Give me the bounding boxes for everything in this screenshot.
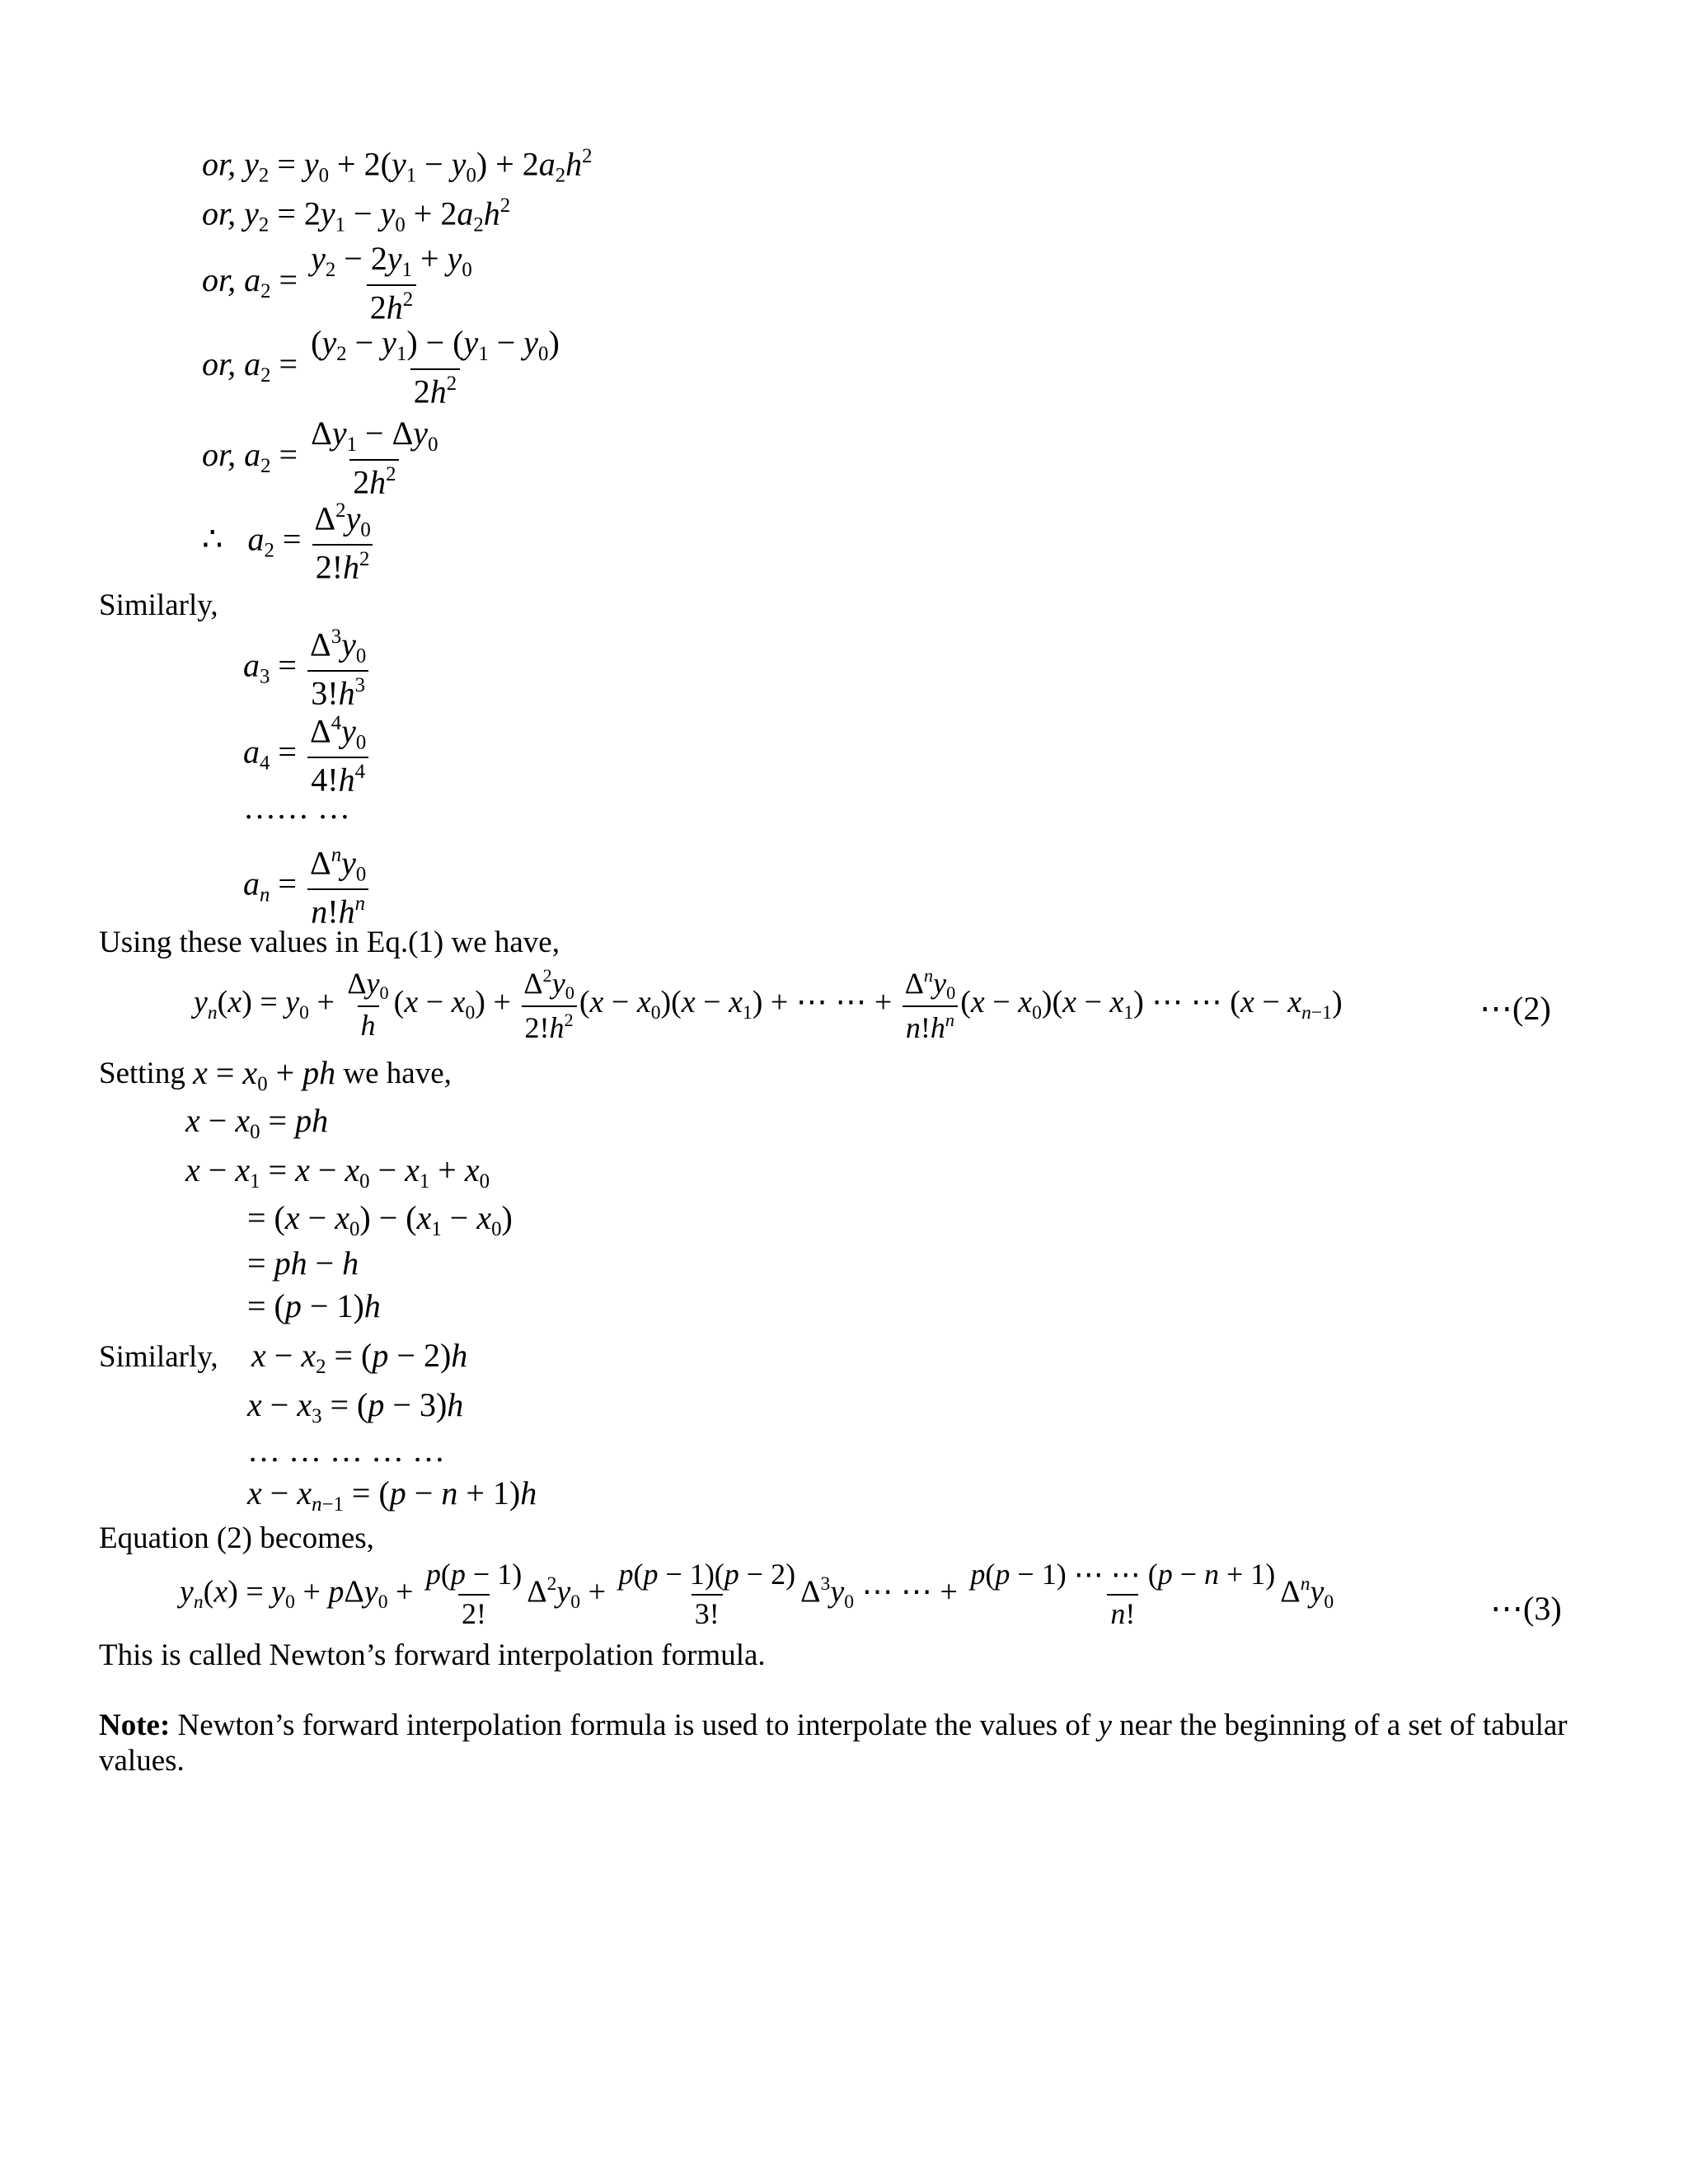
equation-line: or, $y_2 = 2y_1 - y_0 + 2a_2h^2$ xyxy=(202,194,511,237)
equation-line: $x - x_1 = x - x_0 - x_1 + x_0$ xyxy=(185,1151,490,1193)
equation-line: or, $y_2 = y_0 + 2(y_1 - y_0) + 2a_2h^2$ xyxy=(202,145,593,187)
equation-line: or, $a_2$ = $\frac{\Delta y_1 - \Delta y_0}{2h^2}$ xyxy=(202,415,438,501)
equation-2: $yn(x) = y_0$ + $\frac{\Delta y_0}{h}$ $(x - x_0)$ + $\frac{\Delta^2y_0}{2!h^2}$ $(x - x_0)(x - x_1)$ + ⋯ ⋯ + $\frac{\Delta^ny_0}{n!h^n}$ $(x - x_0)(x - x_1)$ ⋯ ⋯ $(x - xn_{-1})$ xyxy=(194,965,1343,1045)
setting-line: Setting $x = x_0$ + ph we have, xyxy=(99,1054,452,1095)
text-equation-becomes: Equation (2) becomes, xyxy=(99,1521,374,1555)
equation-an: an = $\frac{\Delta^ny_0}{n!h^n}$ xyxy=(243,845,371,930)
equation-line: = ph − h xyxy=(247,1244,359,1282)
text-similarly-2: Similarly, xyxy=(99,1340,218,1374)
equation-line: = $(x - x_0) - (x_1 - x_0)$ xyxy=(247,1199,513,1240)
equation-3: $yn(x) = y_0 + p\Delta y_0$ + $\frac{p(p - 1)}{2!}$ $\Delta^2y_0$ + $\frac{p(p - 1)(p - 2)}{3!}$ $\Delta^3y_0$ ⋯ ⋯ + $\frac{p(p - 1) \cdots \cdots (p - n + 1)}{n!}$ $\Delta^ny_0$ xyxy=(180,1558,1334,1630)
note-paragraph: Note: Newton’s forward interpolation formula is used to interpolate the values of y near the beginning of a set of tabular xyxy=(99,1708,1568,1742)
equation-line: $x - x_0$ = ph xyxy=(185,1102,329,1143)
equation-line: $x - x_3 = (p - 3)h$ xyxy=(247,1386,464,1427)
equation-number-3: ⋯(3) xyxy=(1490,1590,1562,1627)
note-label: Note: xyxy=(99,1708,171,1742)
text-using-values: Using these values in Eq.(1) we have, xyxy=(99,926,560,959)
text-similarly: Similarly, xyxy=(99,588,218,622)
equation-number-2: ⋯(2) xyxy=(1479,990,1551,1027)
ellipsis-row: … … … … … xyxy=(247,1432,445,1469)
equation-a4: $a_4$ = $\frac{\Delta^4y_0}{4!h^4}$ xyxy=(243,713,371,798)
equation-line: $x - x_2 = (p - 2)h$ xyxy=(251,1337,468,1378)
ellipsis-row: …… … xyxy=(243,789,350,826)
equation-a3: $a_3$ = $\frac{\Delta^3y_0}{3!h^3}$ xyxy=(243,626,371,711)
equation-line: ∴ $a_2$ = $\frac{\Delta^2y_0}{2!h^2}$ xyxy=(202,500,376,585)
equation-line: $x - xn_{-1} = (p - n + 1)h$ xyxy=(247,1474,537,1516)
note-paragraph-line2: values. xyxy=(99,1744,185,1778)
text-newton-called: This is called Newton’s forward interpolation formula. xyxy=(99,1638,766,1672)
equation-line: or, $a_2$ = $\frac{(y_2 - y_1) - (y_1 - y_0)}{2h^2}$ xyxy=(202,324,560,410)
equation-line: = (p − 1)h xyxy=(247,1287,381,1324)
equation-line: or, $a_2$ = $\frac{y_2 - 2y_1 + y_0}{2h^2}$ xyxy=(202,240,472,326)
